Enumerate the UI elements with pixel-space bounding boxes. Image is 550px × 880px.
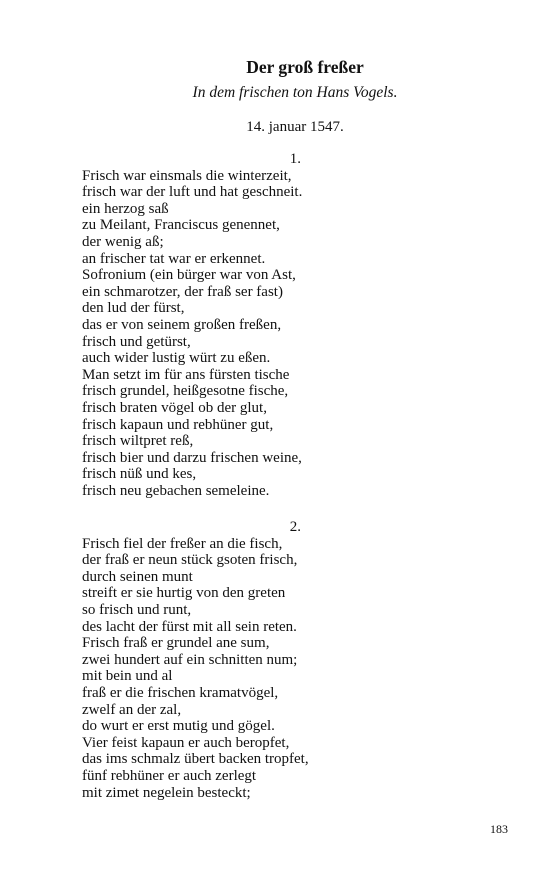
verse-line: das ims schmalz übert backen tropfet, [82,751,309,768]
stanza [82,151,482,499]
verse-line: der fraß er neun stück gsoten frisch, [82,552,298,569]
verse-lines [82,168,482,500]
verse-line: Man setzt im für ans fürsten tische [82,366,290,383]
verse-line: Frisch fiel der freßer an die fisch, [82,535,283,552]
verse-line: do wurt er erst mutig und gögel. [82,718,275,735]
poem-title: Der groß freßer [246,57,364,77]
verse-line: zwelf an der zal, [82,701,182,718]
poem-subtitle: In dem frischen ton Hans Vogels. [192,84,398,101]
verse-line: zu Meilant, Franciscus genennet, [82,217,280,234]
verse-line: frisch wiltpret reß, [82,433,194,450]
verse-line: Sofronium (ein bürger war von Ast, [82,267,296,284]
poem-date: 14. januar 1547. [246,119,344,135]
stanza-number: 2. [289,519,301,535]
verse-line: Frisch fraß er grundel ane sum, [82,635,270,652]
verse-line: mit zimet negelein besteckt; [82,784,251,801]
verse-line: ein herzog saß [82,200,169,217]
verse-line: frisch braten vögel ob der glut, [82,399,267,416]
verse-line: den lud der fürst, [82,300,185,317]
verse-line: fünf rebhüner er auch zerlegt [82,767,257,784]
verse-line: an frischer tat war er erkennet. [82,250,266,267]
verse-line: frisch bier und darzu frischen weine, [82,449,302,466]
verse-line: Frisch war einsmals die winterzeit, [82,167,292,184]
verse-line: frisch war der luft und hat geschneit. [82,184,303,201]
verse-lines [82,536,482,802]
verse-line: das er von seinem großen freßen, [82,316,282,333]
verse-line: frisch und getürst, [82,333,191,350]
verse-line: der wenig aß; [82,233,164,250]
stanza [82,519,482,801]
verse-line: durch seinen munt [82,568,193,585]
verse-line: frisch kapaun und rebhüner gut, [82,416,274,433]
verse-line: frisch neu gebachen semeleine. [82,482,270,499]
stanza-number: 1. [289,151,301,167]
verse-line: fraß er die frischen kramatvögel, [82,684,279,701]
verse-line: auch wider lustig würt zu eßen. [82,350,271,367]
verse-line: streift er sie hurtig von den greten [82,585,286,602]
verse-line: mit bein und al [82,668,173,685]
verse-line: frisch grundel, heißgesotne fische, [82,383,289,400]
verse-line: Vier feist kapaun er auch beropfet, [82,734,290,751]
verse-line: zwei hundert auf ein schnitten num; [82,651,298,668]
verse-line: so frisch und runt, [82,601,192,618]
verse-line: ein schmarotzer, der fraß ser fast) [82,283,283,300]
verse-line: des lacht der fürst mit all sein reten. [82,618,297,635]
page-number: 183 [490,822,508,836]
verse-line: frisch nüß und kes, [82,466,197,483]
